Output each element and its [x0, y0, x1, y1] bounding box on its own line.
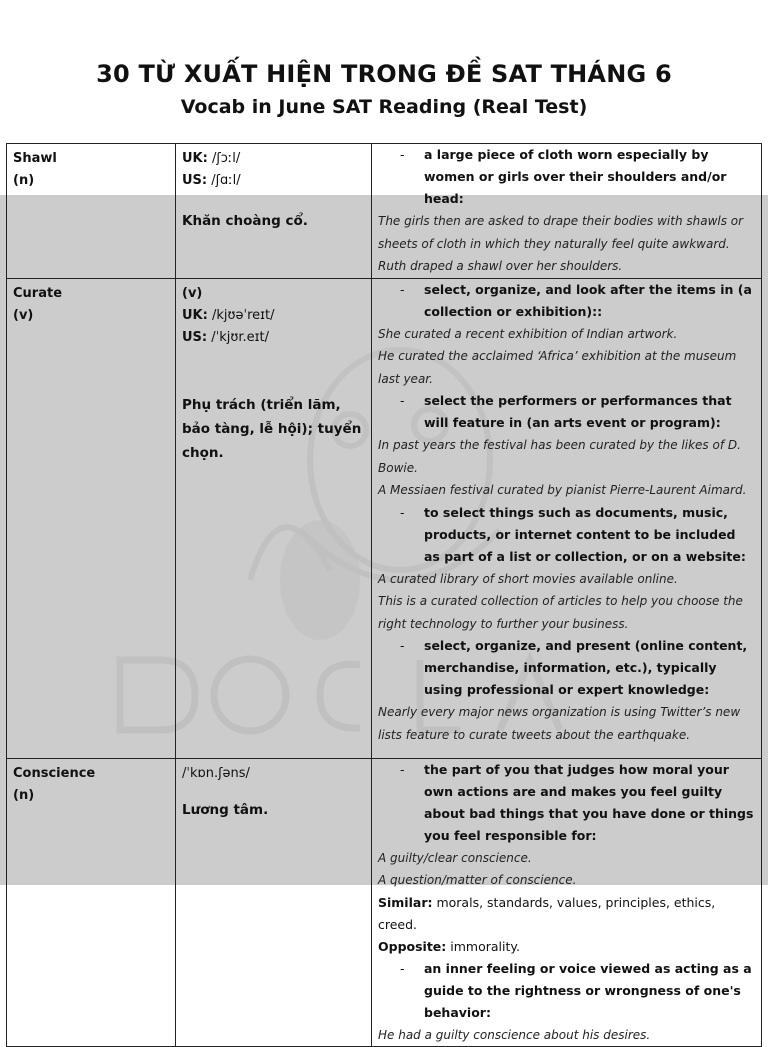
vietnamese-meaning: Lương tâm.	[182, 801, 269, 818]
example: In past years the festival has been curated by the likes of D. Bowie.	[378, 438, 741, 475]
uk-pronunciation: UK: /kjʊəˈreɪt/	[182, 307, 275, 323]
word-cell	[7, 278, 176, 758]
similar-words: Similar: morals, standards, values, principles, ethics, creed.	[378, 894, 716, 932]
word: Conscience	[13, 765, 96, 781]
page-title: 30 TỪ XUẤT HIỆN TRONG ĐỀ SAT THÁNG 6	[96, 60, 672, 88]
pronunciation-pos: (v)	[182, 285, 203, 301]
example: He had a guilty conscience about his desires.	[378, 1027, 651, 1042]
table-row	[7, 758, 762, 1047]
definition: - an inner feeling or voice viewed as acting as a guide to the rightness or wrongness of one's behavior:	[400, 960, 752, 1020]
example: A guilty/clear conscience.	[378, 850, 532, 865]
definition: - to select things such as documents, music, products, or internet content to be included as part of a list or collection, or on a website:	[400, 504, 746, 564]
pronunciation-cell	[176, 278, 372, 758]
definition-cell	[372, 278, 762, 758]
us-pronunciation: US: /ʃɑːl/	[182, 173, 241, 188]
example: A question/matter of conscience.	[378, 873, 577, 887]
part-of-speech: (n)	[13, 173, 35, 188]
vocab-table	[6, 143, 762, 1047]
example: She curated a recent exhibition of Indian artwork.	[378, 326, 678, 341]
example: Ruth draped a shawl over her shoulders.	[378, 259, 623, 273]
example: A Messiaen festival curated by pianist Pierre-Laurent Aimard.	[378, 483, 747, 497]
table-row	[7, 144, 762, 279]
definition: - the part of you that judges how moral your own actions are and makes you feel guilty about bad things that you have done or things you feel responsible for:	[400, 761, 754, 843]
table-row	[7, 278, 762, 758]
word-cell	[7, 758, 176, 1047]
example: Nearly every major news organization is using Twitter’s new lists feature to curate tweets about the earthquake.	[378, 705, 741, 742]
example: A curated library of short movies available online.	[378, 571, 678, 586]
pronunciation: /ˈkɒn.ʃəns/	[182, 765, 250, 781]
definition: - select the performers or performances that will feature in (an arts event or program):	[400, 393, 732, 430]
word: Shawl	[13, 151, 57, 166]
example: He curated the acclaimed ‘Africa’ exhibition at the museum last year.	[378, 349, 737, 386]
vietnamese-meaning: Phụ trách (triển lãm, bảo tàng, lễ hội); tuyển chọn.	[182, 396, 362, 461]
definition: - select, organize, and look after the items in (a collection or exhibition)::	[400, 281, 752, 319]
example: This is a curated collection of articles to help you choose the right technology to further your business.	[378, 594, 743, 631]
page-subtitle: Vocab in June SAT Reading (Real Test)	[180, 96, 588, 118]
pronunciation-cell	[176, 758, 372, 1047]
part-of-speech: (n)	[13, 787, 35, 803]
definition-cell	[372, 758, 762, 1047]
word: Curate	[13, 285, 63, 301]
pronunciation-cell	[176, 144, 372, 279]
example: The girls then are asked to drape their bodies with shawls or sheets of cloth in which they naturally feel quite awkward.	[378, 214, 744, 251]
opposite-words: Opposite: immorality.	[378, 938, 520, 954]
definition: - select, organize, and present (online content, merchandise, information, etc.), typically using professional or expert knowledge:	[400, 638, 748, 697]
definition: - a large piece of cloth worn especially by women or girls over their shoulders and/or head:	[400, 147, 727, 206]
definition-cell	[372, 144, 762, 279]
uk-pronunciation: UK: /ʃɔːl/	[182, 151, 241, 166]
us-pronunciation: US: /ˈkjʊr.eɪt/	[182, 329, 269, 345]
vietnamese-meaning: Khăn choàng cổ.	[182, 213, 308, 229]
word-cell	[7, 144, 176, 279]
part-of-speech: (v)	[13, 307, 34, 323]
